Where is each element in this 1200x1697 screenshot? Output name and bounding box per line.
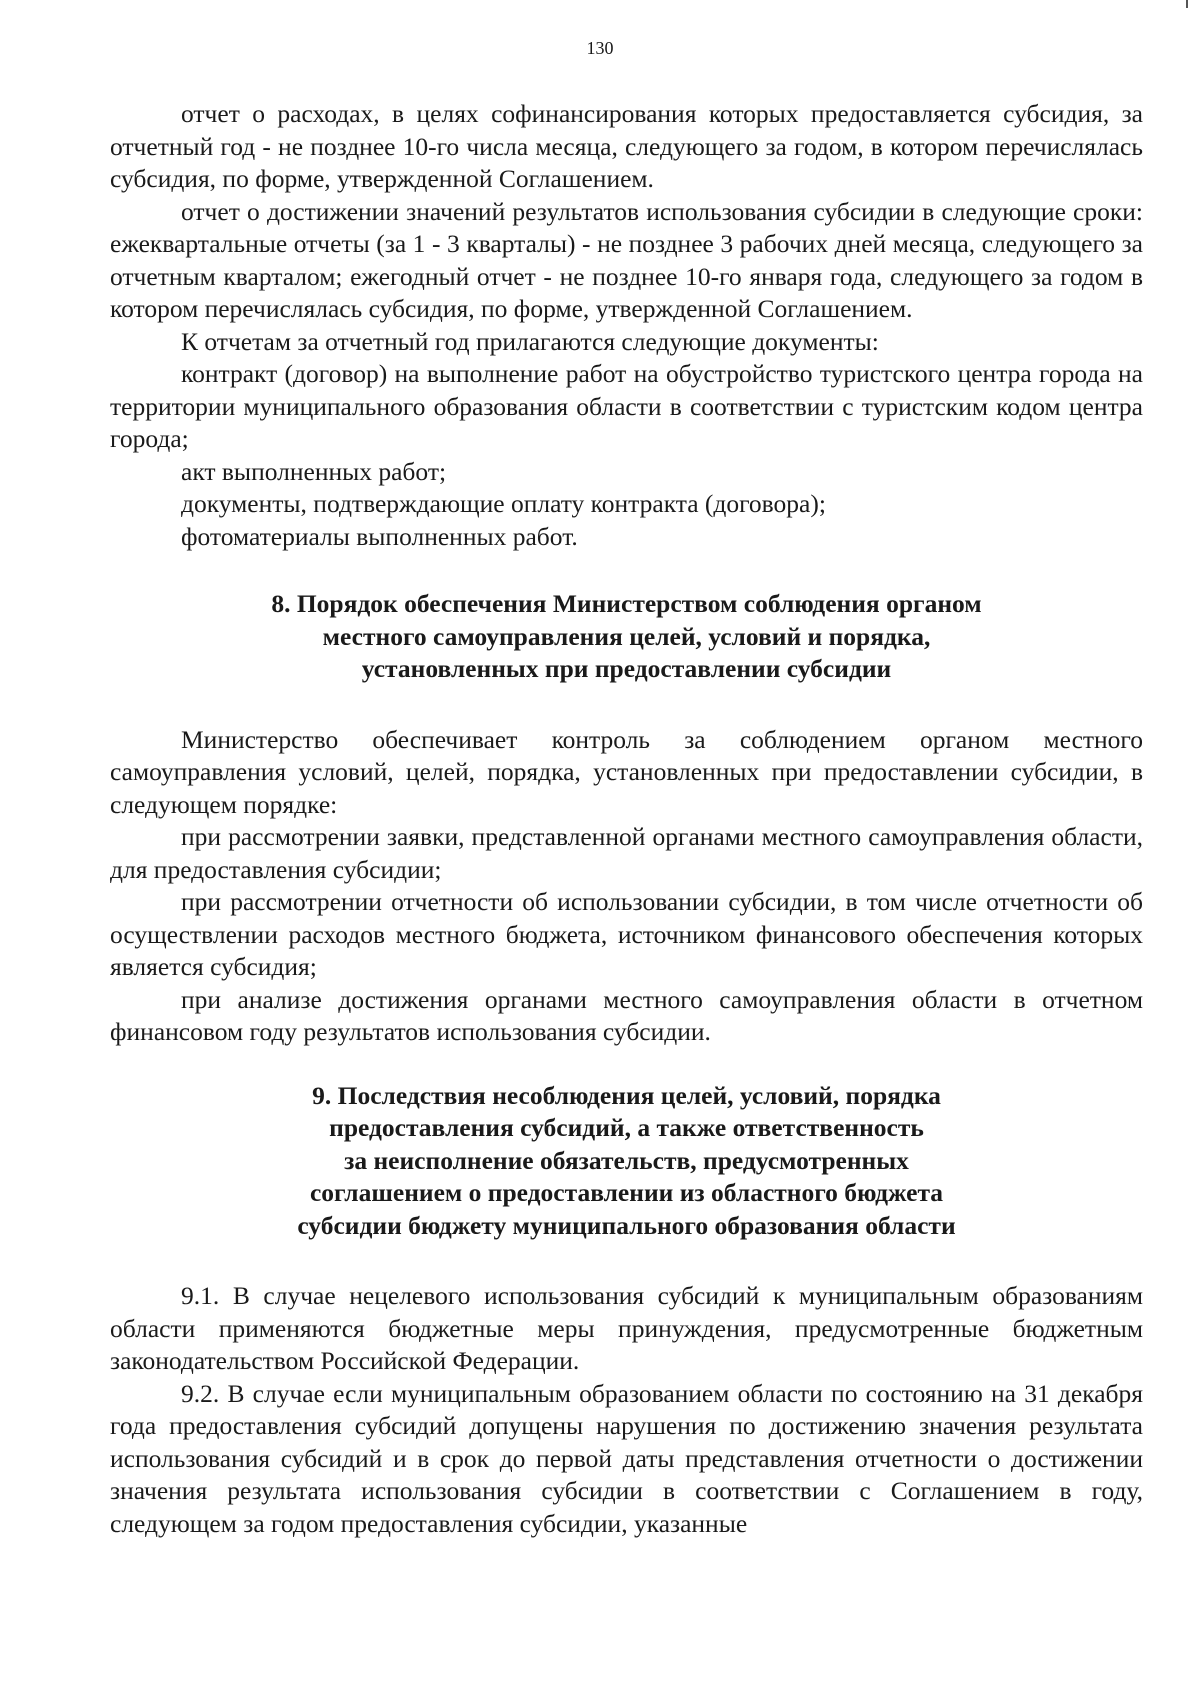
paragraph-9-2: 9.2. В случае если муниципальным образованием области по состоянию на 31 декабря года предоставления субсидий допущены нарушения по достижению значения результата использования субсидий и в срок до первой даты представления отчетности о достижении значения результата использования субсидии в соответствии с Соглашением в году, следующем за годом предоставления субсидии, указанные [110,1378,1143,1538]
list-item-results-analysis: при анализе достижения органами местного самоуправления области в отчетном финансовом году результатов использования субсидии. [110,984,1143,1046]
paragraph-results-report: отчет о достижении значений результатов использования субсидии в следующие сроки: ежеквартальные отчеты (за 1 - 3 кварталы) - не позднее 3 рабочих дней месяца, следующего за отчетным кварталом; ежегодный отчет - не позднее 10-го января года, следующего за годом в котором перечислялась субсидия, по форме, утвержденной Соглашением. [110,196,1143,323]
heading-line: соглашением о предоставлении из областного бюджета [309,1178,944,1207]
list-item-photos: фотоматериалы выполненных работ. [181,521,578,551]
section-8-heading [110,588,1143,686]
paragraph-ministry-control: Министерство обеспечивает контроль за соблюдением органом местного самоуправления условий, целей, порядка, установленных при предоставлении субсидии, в следующем порядке: [110,724,1143,819]
list-item-application-review: при рассмотрении заявки, представленной органами местного самоуправления области, для предоставления субсидии; [110,822,1143,884]
paragraph-9-1: 9.1. В случае нецелевого использования субсидий к муниципальным образованиям области применяются бюджетные меры принуждения, предусмотренные бюджетным законодательством Российской Федерации. [110,1281,1143,1375]
heading-line: местного самоуправления целей, условий и порядка, [322,621,931,651]
list-item-contract: контракт (договор) на выполнение работ на обустройство туристского центра города на территории муниципального образования области в соответствии с туристским кодом центра города; [110,359,1143,453]
paragraph-expense-report: отчет о расходах, в целях софинансирования которых предоставляется субсидия, за отчетный год - не позднее 10-го числа месяца, следующего за годом, в котором перечислялась субсидия, по форме, утвержденной Соглашением. [110,99,1143,193]
list-item-payment-docs: документы, подтверждающие оплату контракта (договора); [181,489,826,518]
page-number: 130 [586,38,614,58]
section-9-heading [110,1080,1143,1243]
heading-line: установленных при предоставлении субсидии [361,654,892,683]
heading-line: за неисполнение обязательств, предусмотренных [344,1145,909,1175]
paragraph-attachments-intro: К отчетам за отчетный год прилагаются следующие документы: [181,326,879,356]
heading-line: 8. Порядок обеспечения Министерством соблюдения органом [271,589,982,618]
heading-line: субсидии бюджету муниципального образования области [297,1210,956,1240]
list-item-reporting-review: при рассмотрении отчетности об использовании субсидии, в том числе отчетности об осуществлении расходов местного бюджета, источником финансового обеспечения которых является субсидия; [110,887,1143,981]
list-item-act: акт выполненных работ; [181,456,447,486]
heading-line: предоставления субсидий, а также ответственность [329,1113,924,1142]
heading-line: 9. Последствия несоблюдения целей, условий, порядка [312,1080,941,1110]
scan-edge-mark [1186,0,1188,8]
document-body [110,98,1143,1540]
